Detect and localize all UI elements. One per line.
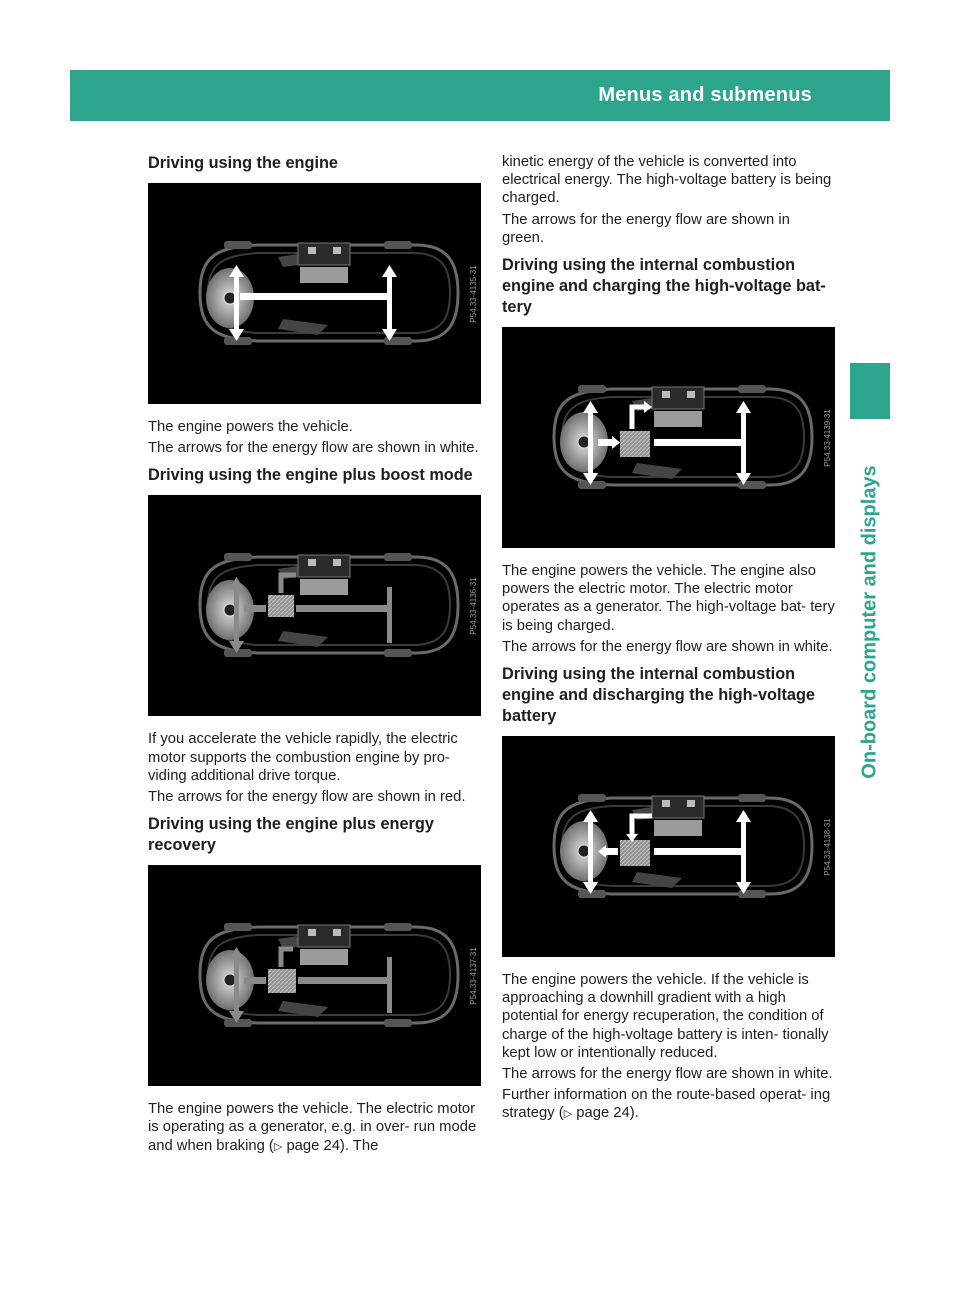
side-tab (840, 430, 900, 814)
diagram-engine (148, 183, 481, 404)
paragraph: The arrows for the energy flow are shown in white. (502, 638, 833, 655)
image-code: P54.33-4137-31 (468, 947, 478, 1005)
right-column (502, 153, 835, 1127)
paragraph: The engine powers the vehicle. The electric motor is operating as a generator, e.g. in over- run mode and when braking (▷ page 24). The (148, 1101, 477, 1154)
paragraph: The engine powers the vehicle. If the vehicle is approaching a downhill gradient with a high potential for energy recuperation, the condition of charge of the high-voltage battery is inten- tionally kept low or intentionally reduced. (502, 972, 829, 1061)
heading-recovery: Driving using the engine plus energy recovery (148, 815, 434, 855)
side-tab-label: On-board computer and displays (858, 465, 881, 779)
heading-boost: Driving using the engine plus boost mode (148, 466, 473, 485)
page-ref-arrow-icon: ▷ (273, 1140, 283, 1153)
header-divider (900, 70, 903, 121)
image-code: P54.33-4139-31 (822, 408, 832, 467)
diagram-boost (148, 495, 481, 716)
paragraph: The arrows for the energy flow are shown in red. (148, 789, 466, 806)
page-ref-arrow-icon: ▷ (563, 1108, 573, 1121)
diagram-discharging-svg (502, 736, 835, 957)
left-column (148, 153, 481, 1159)
image-code: P54.33-4136-31 (468, 577, 478, 635)
paragraph: The engine powers the vehicle. The engine also powers the electric motor. The electric motor operates as a generator. The high-voltage bat- tery is being charged. (502, 563, 835, 634)
header-bar (70, 70, 944, 121)
heading-discharging: Driving using the internal combustion engine and discharging the high-voltage battery (502, 665, 815, 726)
paragraph: The arrows for the energy flow are shown in green. (502, 211, 790, 246)
page-number: 41 (920, 84, 944, 106)
diagram-engine-svg (148, 183, 481, 404)
diagram-charging-svg (502, 327, 835, 548)
image-code: P54.33-4135-31 (468, 264, 478, 323)
diagram-recovery-svg (148, 865, 481, 1086)
diagram-charging (502, 327, 835, 548)
paragraph: The arrows for the energy flow are shown in white. (502, 1066, 833, 1083)
diagram-discharging (502, 736, 835, 957)
heading-engine: Driving using the engine (148, 154, 338, 172)
heading-charging: Driving using the internal combustion engine and charging the high-voltage bat- tery (502, 256, 826, 317)
side-tab-marker (850, 363, 890, 419)
image-code: P54.33-4138-31 (822, 817, 832, 876)
diagram-recovery (148, 865, 481, 1086)
paragraph: Further information on the route-based operat- ing strategy (▷ page 24). (502, 1087, 831, 1122)
paragraph: The engine powers the vehicle. (148, 419, 353, 435)
paragraph: If you accelerate the vehicle rapidly, the electric motor supports the combustion engine by pro- viding additional drive torque. (148, 731, 458, 784)
diagram-boost-svg (148, 495, 481, 716)
paragraph: The arrows for the energy flow are shown in white. (148, 440, 479, 457)
section-title: Menus and submenus (598, 84, 812, 106)
paragraph: kinetic energy of the vehicle is converted into electrical energy. The high-voltage battery is being charged. (502, 154, 832, 207)
